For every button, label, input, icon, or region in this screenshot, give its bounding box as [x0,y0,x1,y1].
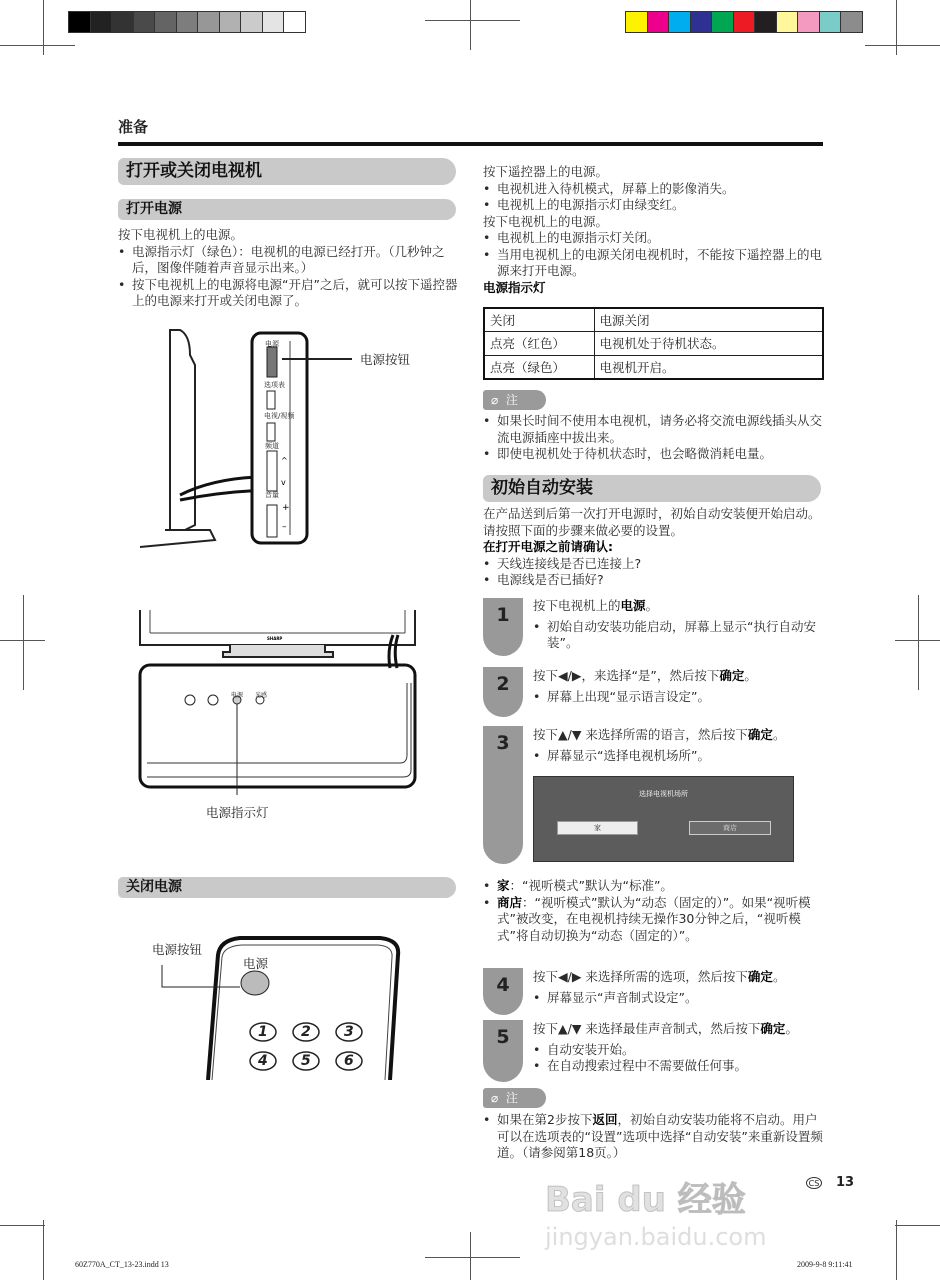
color-swatch [262,11,285,33]
step-2: 按下◀/▶，来选择“是”，然后按下确定。 • 屏幕上出现“显示语言设定”。 [533,668,825,705]
power-off-title: 关闭电源 [118,877,456,898]
off-bullet: • 电视机上的电源指示灯由绿变红。 [483,197,825,214]
table-row: 点亮（红色） 电视机处于待机状态。 [484,332,823,356]
color-swatch [690,11,713,33]
section-title: 打开或关闭电视机 [118,158,456,185]
color-bar [625,11,862,33]
grayscale-bar [68,11,305,33]
power-on-intro: 按下电视机上的电源。 [118,227,244,242]
side-label-menu: 选项表 [264,381,285,389]
color-swatch [647,11,670,33]
svg-text:+: + [282,503,290,513]
color-swatch [733,11,756,33]
color-swatch [133,11,156,33]
step-badge: 2 [483,667,523,717]
key-1[interactable]: 1 [258,1024,268,1040]
mode-notes: • 家：“视听模式”默认为“标准”。 • 商店：“视听模式”默认为“动态（固定的）”。如果“视听模式”被改变，在电视机持续无操作30分钟之后，“视听模式”将自动切换为“动态（固定的）”。 [483,878,825,944]
power-on-bullet: • 按下电视机上的电源将电源“开启”之后，就可以按下遥控器上的电源来打开或关闭电源了。 [118,277,458,310]
off-bullet: • 电视机进入待机模式，屏幕上的影像消失。 [483,181,825,198]
footer-date: 2009-9-8 9:11:41 [797,1260,853,1269]
step-badge: 5 [483,1020,523,1082]
watermark-url: jingyan.baidu.com [545,1223,767,1251]
led-label-power: 电源 [231,692,244,699]
step-badge: 3 [483,726,523,864]
side-label-volume: 音量 [265,491,279,499]
note2-text: • 如果在第2步按下返回，初始自动安装功能将不启动。用户可以在选项表的“设置”选项中选择“自动安装”来重新设置频道。（请参阅第18页。） [483,1112,825,1162]
color-swatch [90,11,113,33]
footer-file: 60Z770A_CT_13-23.indd 13 [75,1260,169,1269]
power-on-title: 打开电源 [118,199,456,220]
color-swatch [154,11,177,33]
step-4: 按下◀/▶ 来选择所需的选项，然后按下确定。 • 屏幕显示“声音制式设定”。 [533,969,825,1006]
color-swatch [219,11,242,33]
off-remote-intro: 按下遥控器上的电源。 [483,164,609,179]
step-badge: 1 [483,598,523,656]
power-on-bullet: • 电源指示灯（绿色）：电视机的电源已经打开。（几秒钟之后，图像伴随着声音显示出来。） [118,244,458,277]
side-label-power: 电源 [265,340,279,348]
callout-line [282,358,352,360]
off-bullet: • 电视机上的电源指示灯关闭。 [483,230,825,247]
color-swatch [797,11,820,33]
tv-front-diagram [135,605,420,795]
table-row: 点亮（绿色） 电视机开启。 [484,355,823,379]
power-button-callout: 电源按钮 [360,352,411,367]
color-swatch [819,11,842,33]
location-screen [533,776,794,862]
step-3: 按下▲/▼ 来选择所需的语言，然后按下确定。 • 屏幕显示“选择电视机场所”。 [533,727,825,764]
install-title: 初始自动安装 [483,475,821,502]
screen-title: 选择电视机场所 [639,790,688,798]
remote-power-callout: 电源按钮 [152,942,203,957]
color-swatch [68,11,91,33]
color-swatch [111,11,134,33]
svg-text:–: – [282,522,287,532]
power-off-text [483,164,825,296]
off-bullet: • 当用电视机上的电源关闭电视机时，不能按下遥控器上的电源来打开电源。 [483,247,825,280]
note-badge: ⌀ 注 [483,1088,546,1108]
paperclip-icon: ⌀ [491,1091,499,1105]
language-badge: CS [806,1177,822,1189]
indicator-title: 电源指示灯 [483,279,546,295]
key-3[interactable]: 3 [344,1024,354,1040]
color-swatch [840,11,863,33]
color-swatch [776,11,799,33]
home-option[interactable]: 家 [557,821,638,835]
chapter-title: 准备 [118,118,149,136]
color-swatch [176,11,199,33]
color-swatch [754,11,777,33]
step-badge: 4 [483,968,523,1015]
step-1: 按下电视机上的电源。 • 初始自动安装功能启动，屏幕上显示“执行自动安装”。 [533,598,825,652]
store-option[interactable]: 商店 [689,821,771,835]
step-5: 按下▲/▼ 来选择最佳声音制式，然后按下确定。 • 自动安装开始。 • 在自动搜索过程中不需要做任何事。 [533,1021,825,1075]
power-led-callout: 电源指示灯 [206,805,269,820]
remote-power-label: 电源 [243,956,269,971]
header-rule [118,142,823,146]
page-number: 13 [836,1175,855,1190]
table-row: 关闭 电源关闭 [484,308,823,332]
color-swatch [625,11,648,33]
svg-text:v: v [281,478,286,487]
indicator-table [483,307,824,380]
side-label-input: 电视/视频 [264,412,295,420]
key-4[interactable]: 4 [258,1053,268,1069]
key-5[interactable]: 5 [301,1053,311,1069]
note1-text: • 如果长时间不使用本电视机，请务必将交流电源线插头从交流电源插座中拔出来。 • 即使电视机处于待机状态时，也会略微消耗电量。 [483,413,825,463]
color-swatch [240,11,263,33]
watermark-logo: Bai du 经验 [545,1180,746,1220]
color-swatch [197,11,220,33]
paperclip-icon: ⌀ [491,393,499,407]
led-label-sensor: 光感 [255,692,268,699]
svg-text:^: ^ [281,456,288,465]
color-swatch [283,11,306,33]
install-intro-block: 在产品送到后第一次打开电源时，初始自动安装便开始启动。请按照下面的步骤来做必要的设置。 在打开电源之前请确认: • 天线连接线是否已连接上? • 电源线是否已插好? [483,506,825,589]
color-swatch [711,11,734,33]
color-swatch [668,11,691,33]
off-tv-intro: 按下电视机上的电源。 [483,213,609,229]
power-on-text [118,227,458,310]
key-2[interactable]: 2 [301,1024,311,1040]
brand-logo: SHARP [267,636,283,641]
note-badge: ⌀ 注 [483,390,546,410]
side-label-channel: 频道 [265,442,279,450]
key-6[interactable]: 6 [344,1053,354,1069]
